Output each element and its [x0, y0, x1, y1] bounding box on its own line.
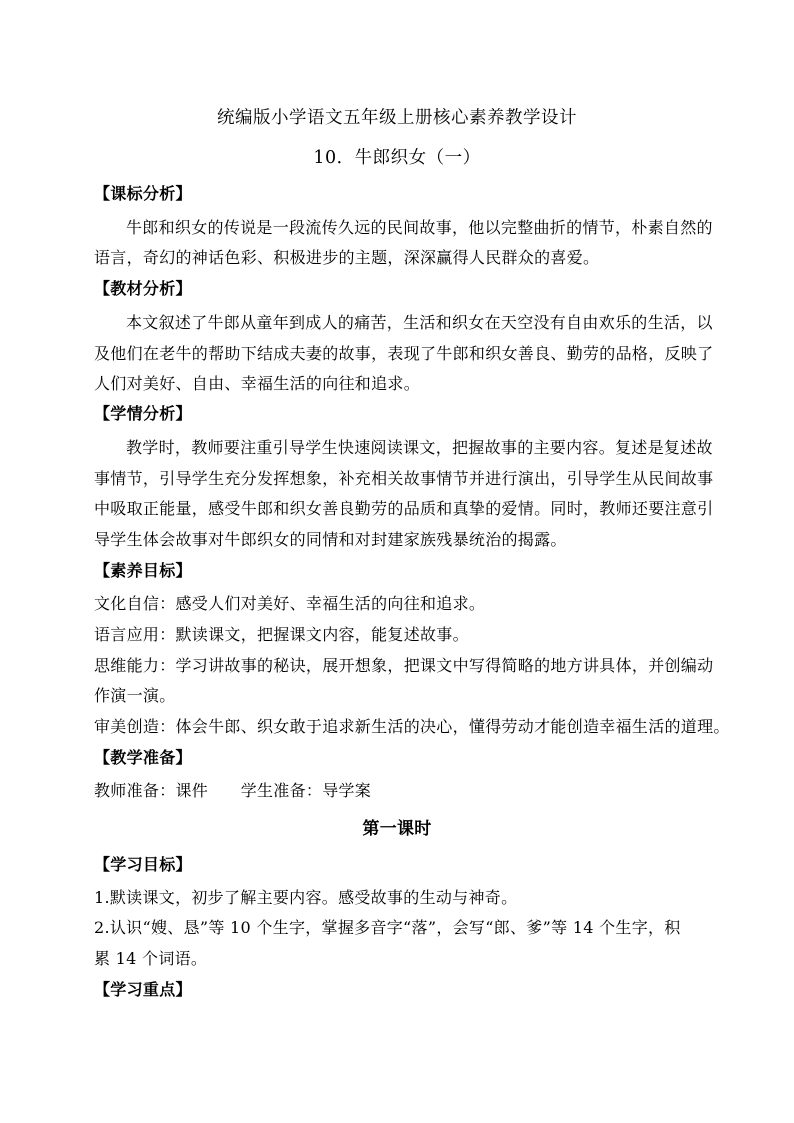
paragraph-line: 教师准备：课件 学生准备：导学案	[94, 781, 372, 800]
document-title: 统编版小学语文五年级上册核心素养教学设计	[217, 108, 577, 128]
paragraph-line: 1.默读课文，初步了解主要内容。感受故事的生动与神奇。	[94, 888, 518, 907]
paragraph-line: 中吸取正能量，感受牛郎和织女善良勤劳的品质和真挚的爱情。同时，教师还要注意引	[94, 499, 714, 518]
paragraph-line: 牛郎和织女的传说是一段流传久远的民间故事，他以完整曲折的情节，朴素自然的	[126, 218, 713, 237]
section-heading-kebiao: 【课标分析】	[94, 184, 192, 203]
paragraph-line: 审美创造：体会牛郎、织女敢于追求新生活的决心，懂得劳动才能创造幸福生活的道理。	[94, 717, 730, 736]
paragraph-line: 文化自信：感受人们对美好、幸福生活的向往和追求。	[94, 594, 486, 613]
section-heading-suyang: 【素养目标】	[94, 561, 192, 580]
paragraph-line: 教学时，教师要注重引导学生快速阅读课文，把握故事的主要内容。复述是复述故	[126, 438, 713, 457]
paragraph-line: 2.认识“嫂、恳”等 10 个生字，掌握多音字“落”，会写“郎、爹”等 14 个生字，积	[94, 918, 681, 937]
paragraph-line: 及他们在老牛的帮助下结成夫妻的故事，表现了牛郎和织女善良、勤劳的品格，反映了	[94, 344, 714, 363]
paragraph-line: 思维能力：学习讲故事的秘诀，展开想象，把课文中写得简略的地方讲具体，并创编动	[94, 656, 714, 675]
lesson-title: 第一课时	[362, 819, 432, 839]
paragraph-line: 作演一演。	[94, 686, 176, 705]
section-heading-objectives: 【学习目标】	[94, 855, 192, 874]
paragraph-line: 导学生体会故事对牛郎织女的同情和对封建家族残暴统治的揭露。	[94, 530, 567, 549]
paragraph-line: 事情节，引导学生充分发挥想象，补充相关故事情节并进行演出，引导学生从民间故事	[94, 469, 714, 488]
paragraph-line: 累 14 个词语。	[94, 949, 208, 968]
paragraph-line: 人们对美好、自由、幸福生活的向往和追求。	[94, 374, 421, 393]
paragraph-line: 本文叙述了牛郎从童年到成人的痛苦，生活和织女在天空没有自由欢乐的生活，以	[126, 313, 713, 332]
lesson-subtitle: 10．牛郎织女（一）	[313, 148, 481, 168]
paragraph-line: 语言，奇幻的神话色彩、积极进步的主题，深深赢得人民群众的喜爱。	[94, 248, 600, 267]
section-heading-xueqing: 【学情分析】	[94, 404, 192, 423]
section-heading-jiaocai: 【教材分析】	[94, 279, 192, 298]
section-heading-key-points: 【学习重点】	[94, 980, 192, 999]
section-heading-zhunbei: 【教学准备】	[94, 748, 192, 767]
paragraph-line: 语言应用：默读课文，把握课文内容，能复述故事。	[94, 625, 469, 644]
